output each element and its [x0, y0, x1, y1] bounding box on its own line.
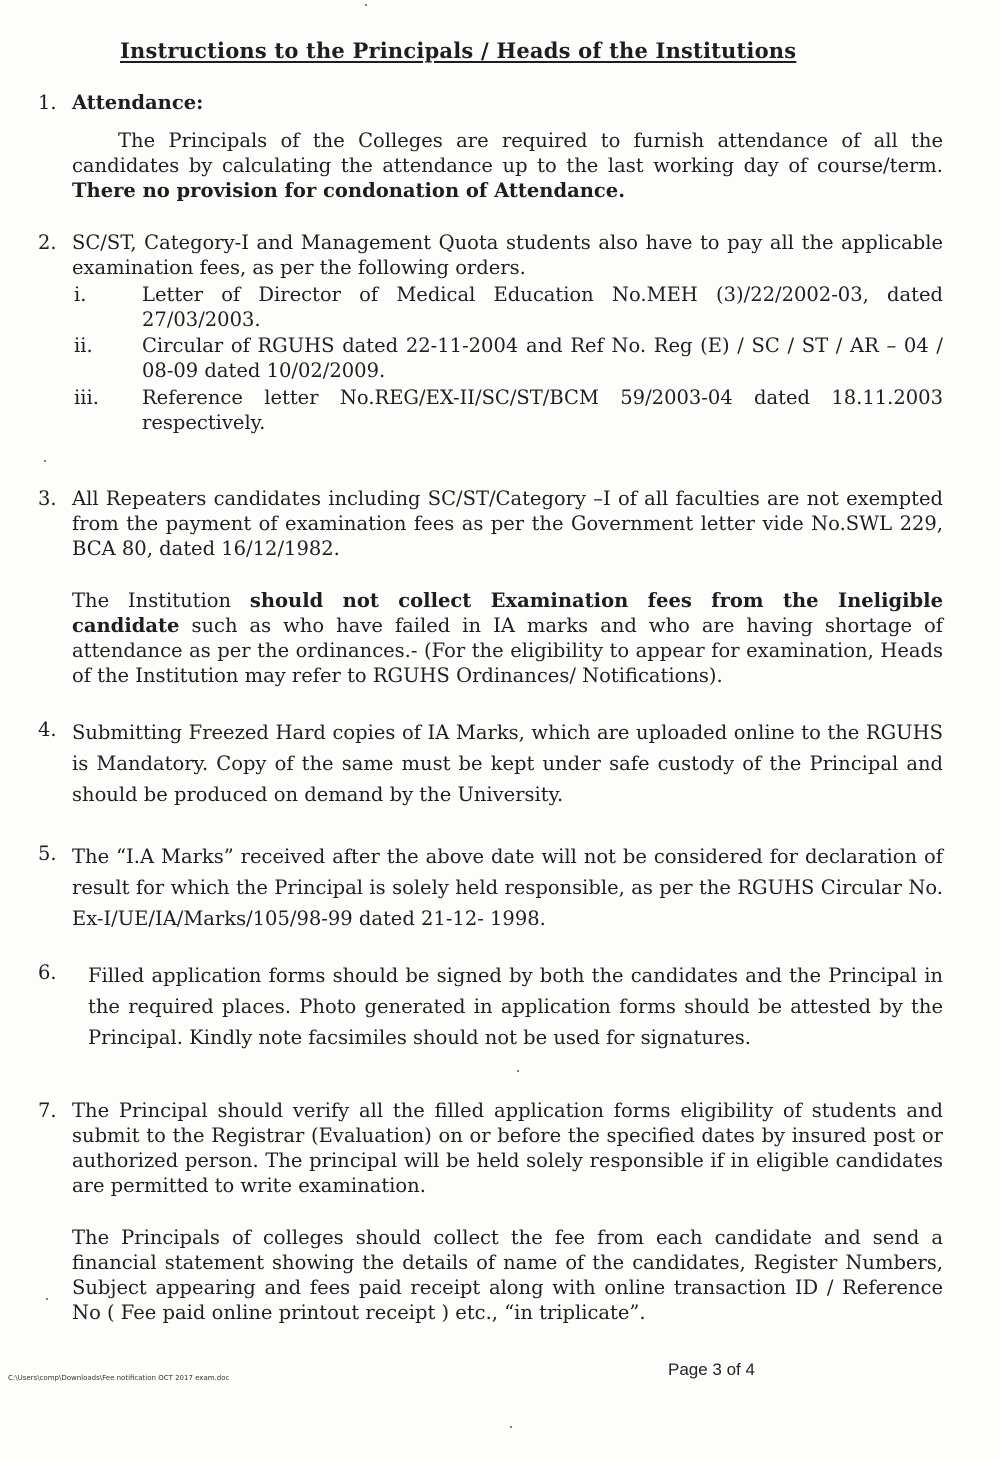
item-attendance [38, 90, 943, 115]
fee-collection-paragraph [72, 1225, 943, 1325]
item-text: The “I.A Marks” received after the above date will not be considered for declaration of result for which the Principal is solely held responsible, as per the RGUHS Circular No. Ex-I/UE/IA/Marks/105/98-99 dated 21-12- 1998. [72, 845, 943, 930]
item-text: Filled application forms should be signed by both the candidates and the Principal in the required places. Photo generated in application forms should be attested by the Principal. Kindly note facsimiles should not be used for signatures. [88, 964, 943, 1049]
item-number: 4. [38, 718, 57, 741]
item-application-forms [38, 960, 943, 1053]
ineligible-text-post: such as who have failed in IA marks and who are having shortage of attendance as per the ordinances.- (For the eligibility to appear for examination, Heads of the Institution may refer to RGUHS Ordinances/ Notifications). [72, 614, 943, 687]
item-heading: Attendance: [72, 91, 204, 114]
scan-speck [510, 1426, 512, 1428]
sub-item-text: Circular of RGUHS dated 22-11-2004 and Ref No. Reg (E) / SC / ST / AR – 04 / 08-09 dated 10/02/2009. [142, 334, 943, 382]
ineligible-bold: should not collect Examination fees from the Ineligible candidate [72, 589, 943, 637]
sub-item [72, 333, 943, 383]
scan-speck [517, 1070, 519, 1072]
item-text: SC/ST, Category-I and Management Quota students also have to pay all the applicable examination fees, as per the following orders. [72, 231, 943, 279]
page-number: Page 3 of 4 [668, 1360, 755, 1379]
item-text: The Principal should verify all the filled application forms eligibility of students and submit to the Registrar (Evaluation) on or before the specified dates by insured post or authorized person. The principal will be held solely responsible if in eligible candidates are permitted to write examination. [72, 1099, 943, 1197]
sub-item-text: Letter of Director of Medical Education No.MEH (3)/22/2002-03, dated 27/03/2003. [142, 283, 943, 331]
fee-collection-text: The Principals of colleges should collect the fee from each candidate and send a financial statement showing the details of name of the candidates, Register Numbers, Subject appearing and fees paid receipt along with online transaction ID / Reference No ( Fee paid online printout receipt ) etc., “in triplicate”. [72, 1226, 943, 1324]
ineligible-paragraph [72, 588, 943, 688]
sub-item-number: iii. [74, 386, 99, 409]
item-ia-marks-late [38, 841, 943, 934]
item-number: 6. [38, 961, 57, 984]
item-repeaters [38, 486, 943, 561]
scan-speck [46, 1298, 48, 1300]
sub-item [72, 282, 943, 332]
item-number: 5. [38, 842, 57, 865]
item-ia-marks-copies [38, 717, 943, 810]
ineligible-text-pre: The Institution [72, 589, 232, 612]
scan-speck [44, 460, 46, 462]
item-verify-forms [38, 1098, 943, 1198]
attendance-paragraph [72, 128, 943, 203]
attendance-text: The Principals of the Colleges are required to furnish attendance of all the candidates by calculating the attendance up to the last working day of course/term. [72, 129, 943, 177]
footer-file-path: C:\Users\comp\Downloads\Fee notification OCT 2017 exam.doc [8, 1374, 230, 1382]
item-number: 2. [38, 231, 57, 254]
item-number: 1. [38, 91, 57, 114]
sub-item-text: Reference letter No.REG/EX-II/SC/ST/BCM 59/2003-04 dated 18.11.2003 respectively. [142, 386, 943, 434]
scan-speck [365, 4, 367, 6]
item-number: 3. [38, 487, 57, 510]
item-fees-orders [38, 230, 943, 280]
sub-item-number: ii. [74, 334, 93, 357]
item-number: 7. [38, 1099, 57, 1122]
attendance-bold-note: There no provision for condonation of Attendance. [72, 179, 625, 202]
sub-item-number: i. [74, 283, 87, 306]
page-title: Instructions to the Principals / Heads of the Institutions [120, 38, 797, 63]
sub-item [72, 385, 943, 435]
item-text: Submitting Freezed Hard copies of IA Marks, which are uploaded online to the RGUHS is Mandatory. Copy of the same must be kept under safe custody of the Principal and should be produced on demand by the University. [72, 721, 943, 806]
item-text: All Repeaters candidates including SC/ST/Category –I of all faculties are not exempted from the payment of examination fees as per the Government letter vide No.SWL 229, BCA 80, dated 16/12/1982. [72, 487, 943, 560]
